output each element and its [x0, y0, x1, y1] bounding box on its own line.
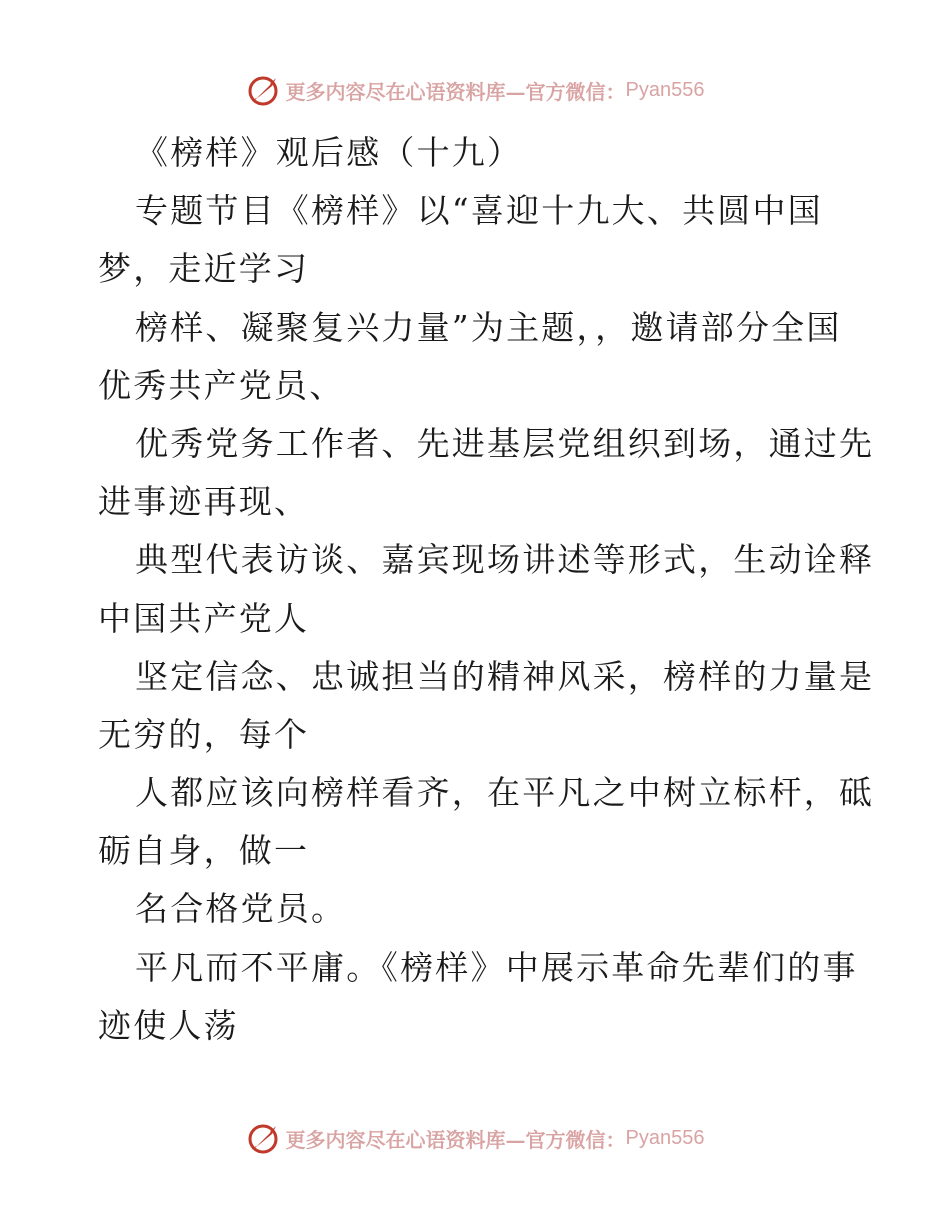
footer-watermark [0, 1118, 950, 1158]
text-line: 榜样、凝聚复兴力量”为主题，，邀请部分全国 [135, 307, 842, 347]
text-line: 人都应该向榜样看齐，在平凡之中树立标杆，砥 [135, 773, 875, 813]
text-line: 专题节目《榜样》以“喜迎十九大、共圆中国 [135, 191, 823, 231]
text-line: 中国共产党人 [98, 598, 310, 638]
document-title: 《榜样》观后感（十九） [135, 133, 523, 172]
watermark-wechat-id: Pyan556 [625, 1126, 705, 1149]
text-line: 优秀党务工作者、先进基层党组织到场，通过先 [135, 423, 875, 463]
watermark-text: 更多内容尽在心语资料库—官方微信： [285, 79, 626, 104]
text-line: 进事迹再现、 [98, 482, 310, 522]
text-line: 坚定信念、忠诚担当的精神风采，榜样的力量是 [135, 656, 875, 696]
header-watermark [0, 70, 950, 110]
text-line: 名合格党员。 [135, 889, 347, 929]
text-line: 优秀共产党员、 [98, 365, 345, 405]
text-line: 砺自身，做一 [98, 831, 310, 871]
document-body [98, 124, 875, 1055]
text-line: 迹使人荡 [98, 1005, 239, 1045]
text-line: 无穷的，每个 [98, 714, 310, 754]
quill-logo-icon [246, 72, 282, 108]
text-line: 典型代表访谈、嘉宾现场讲述等形式，生动诠释 [135, 540, 875, 580]
watermark-wechat-id: Pyan556 [625, 78, 705, 101]
text-line: 梦，走近学习 [98, 249, 310, 289]
quill-logo-icon [246, 1120, 282, 1156]
text-line: 平凡而不平庸。《榜样》中展示革命先辈们的事 [135, 947, 858, 987]
watermark-text: 更多内容尽在心语资料库—官方微信： [285, 1127, 626, 1152]
